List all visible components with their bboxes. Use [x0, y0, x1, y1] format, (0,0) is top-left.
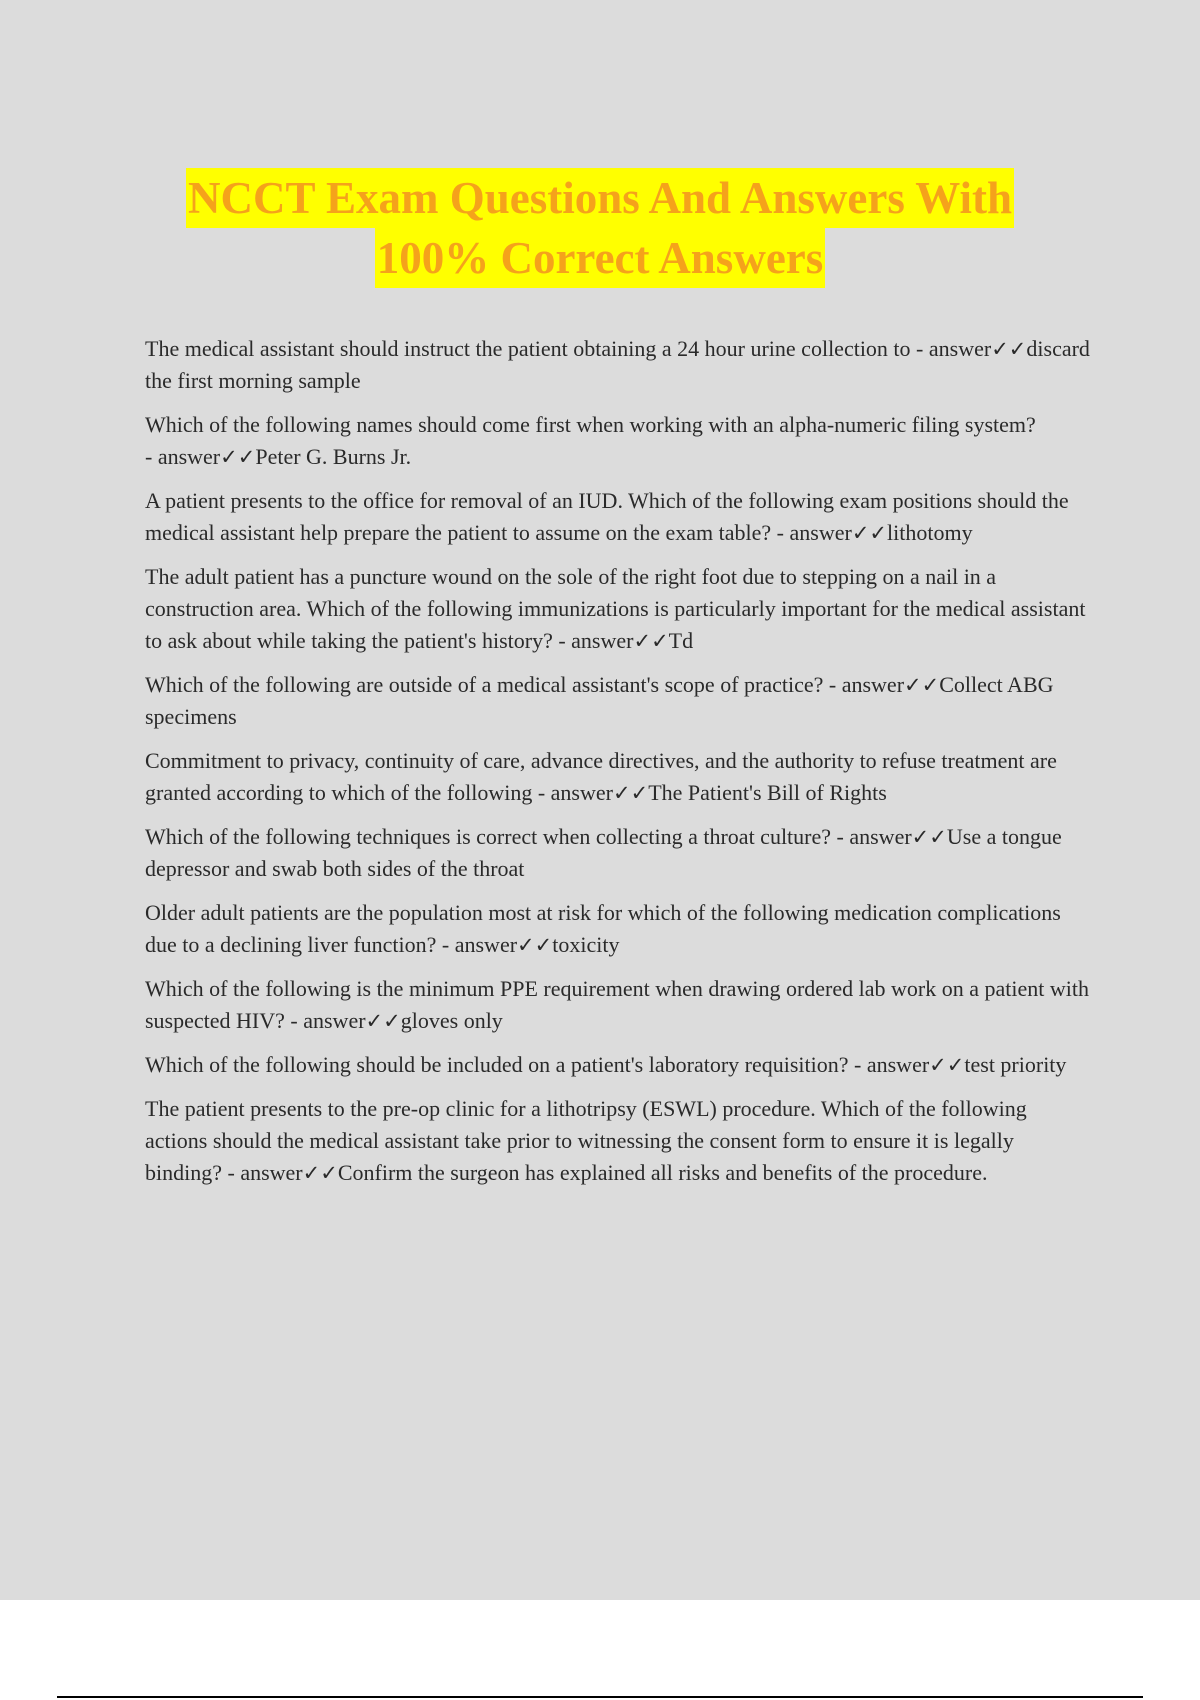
- separator: -: [222, 1160, 241, 1185]
- answer-label: answer: [550, 780, 613, 805]
- separator: -: [436, 932, 455, 957]
- separator: -: [823, 672, 842, 697]
- qa-item: [145, 333, 1090, 397]
- double-check-icon: ✓✓: [365, 1009, 401, 1033]
- answer-label: answer: [841, 672, 905, 697]
- answer-label: answer: [303, 1008, 366, 1033]
- qa-item: [145, 1093, 1090, 1189]
- answer-text: lithotomy: [887, 520, 973, 545]
- qa-item: [145, 409, 1090, 473]
- answer-text: Collect ABG specimens: [145, 672, 1054, 729]
- question-text: The adult patient has a puncture wound on the sole of the right foot due to stepping on a nail in a construction area. Which of the following immunizations is particularly important for the medical assistant to ask about while taking the patient's history?: [145, 564, 1086, 653]
- answer-label: answer: [454, 932, 518, 957]
- answer-label: answer: [866, 1052, 930, 1077]
- qa-item: [145, 897, 1090, 961]
- answer-label: answer: [240, 1160, 303, 1185]
- title-line-1: NCCT Exam Questions And Answers With: [186, 168, 1014, 228]
- double-check-icon: ✓✓: [904, 673, 940, 697]
- question-text: Which of the following should be included on a patient's laboratory requisition?: [145, 1052, 849, 1077]
- answer-label: answer: [928, 336, 992, 361]
- qa-item: [145, 561, 1090, 657]
- answer-label: answer: [571, 628, 634, 653]
- question-text: Commitment to privacy, continuity of care, advance directives, and the authority to refuse treatment are granted according to which of the following: [145, 748, 1057, 805]
- question-text: The medical assistant should instruct the patient obtaining a 24 hour urine collection to: [145, 336, 911, 361]
- answer-label: answer: [157, 444, 221, 469]
- separator: -: [910, 336, 929, 361]
- footer-divider: [57, 1696, 1143, 1698]
- answer-label: answer: [849, 824, 912, 849]
- question-text: Which of the following are outside of a medical assistant's scope of practice?: [145, 672, 824, 697]
- question-text: Which of the following is the minimum PPE requirement when drawing ordered lab work on a patient with suspected HIV?: [145, 976, 1089, 1033]
- double-check-icon: ✓✓: [517, 933, 553, 957]
- double-check-icon: ✓✓: [220, 445, 256, 469]
- qa-item: [145, 821, 1090, 885]
- answer-text: Use a tongue depressor and swab both sides of the throat: [145, 824, 1062, 881]
- qa-item: [145, 669, 1090, 733]
- answer-label: answer: [789, 520, 852, 545]
- separator: -: [831, 824, 850, 849]
- question-text: Older adult patients are the population most at risk for which of the following medication complications due to a declining liver function?: [145, 900, 1061, 957]
- separator: -: [284, 1008, 304, 1033]
- page-footer: [0, 1600, 1200, 1700]
- answer-text: Td: [668, 628, 694, 653]
- answer-text: gloves only: [400, 1008, 503, 1033]
- answer-text: toxicity: [552, 932, 620, 957]
- answer-text: Confirm the surgeon has explained all risks and benefits of the procedure.: [337, 1160, 988, 1185]
- document-title: [0, 168, 1200, 288]
- qa-item: [145, 485, 1090, 549]
- double-check-icon: ✓✓: [612, 781, 649, 805]
- question-text: A patient presents to the office for removal of an IUD. Which of the following exam positions should the medical assistant help prepare the patient to assume on the exam table?: [145, 488, 1069, 545]
- question-text: The patient presents to the pre-op clinic for a lithotripsy (ESWL) procedure. Which of the following actions should the medical assistant take prior to witnessing the consent form to ensure it is legally binding?: [145, 1096, 1027, 1185]
- double-check-icon: ✓✓: [929, 1053, 965, 1077]
- title-line-2: 100% Correct Answers: [375, 228, 826, 288]
- double-check-icon: ✓✓: [302, 1161, 338, 1185]
- double-check-icon: ✓✓: [633, 629, 669, 653]
- qa-item: [145, 745, 1090, 809]
- separator: -: [145, 444, 158, 469]
- answer-text: Peter G. Burns Jr.: [255, 444, 412, 469]
- qa-item: [145, 973, 1090, 1037]
- separator: -: [552, 628, 572, 653]
- separator: -: [848, 1052, 867, 1077]
- double-check-icon: ✓✓: [851, 521, 888, 545]
- question-text: Which of the following techniques is correct when collecting a throat culture?: [145, 824, 832, 849]
- double-check-icon: ✓✓: [991, 337, 1027, 361]
- separator: -: [532, 780, 551, 805]
- answer-text: discard the first morning sample: [145, 336, 1090, 393]
- answer-text: The Patient's Bill of Rights: [648, 780, 887, 805]
- question-text: Which of the following names should come first when working with an alpha-numeric filing system?: [145, 412, 1036, 437]
- qa-list: [145, 333, 1090, 1201]
- double-check-icon: ✓✓: [911, 825, 947, 849]
- answer-text: test priority: [964, 1052, 1067, 1077]
- qa-item: [145, 1049, 1090, 1081]
- separator: -: [771, 520, 790, 545]
